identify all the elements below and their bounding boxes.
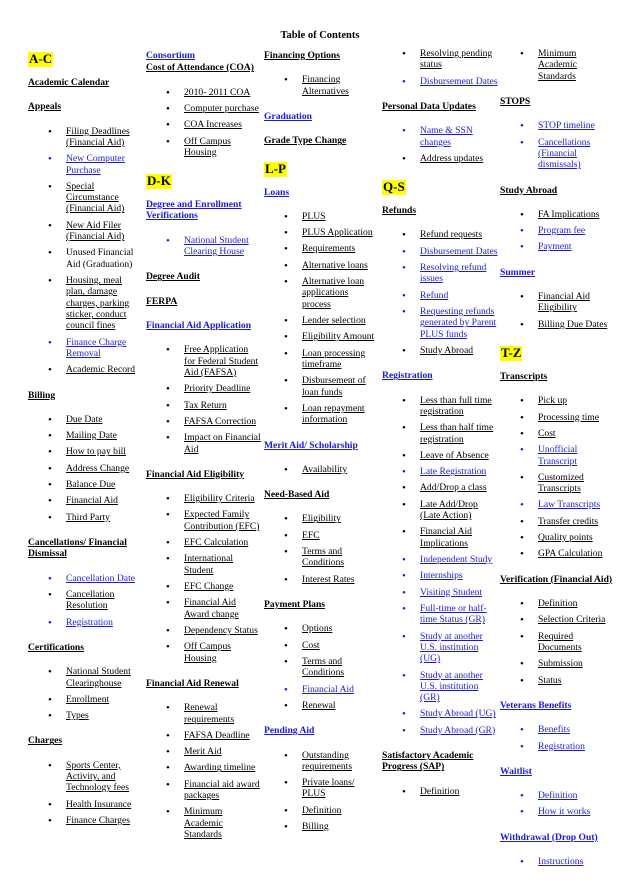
list-item-academic-record: • Academic Record (28, 364, 140, 375)
list-item-resolving-pending-status: • Resolving pending status (382, 48, 498, 71)
topic-list (28, 126, 140, 376)
list-item-balance-due: • Balance Due (28, 479, 140, 490)
topic-heading-financing-options: Financing Options (264, 50, 340, 61)
list-item-internships[interactable]: • Internships (382, 570, 498, 581)
topic-list (500, 790, 615, 818)
list-item-enrollment: • Enrollment (28, 694, 140, 705)
topic-heading-grade-type-change: Grade Type Change (264, 135, 347, 147)
topic-heading-cancellations-financial-dismissal: Cancellations/ Financial Dismissal (28, 537, 127, 560)
list-item-third-party: • Third Party (28, 512, 140, 523)
topic-heading-stops: STOPS (500, 95, 531, 107)
list-item-loan-repayment-information: • Loan repayment information (264, 403, 379, 426)
list-item-definition: • Definition (264, 805, 379, 816)
list-item-financial-aid: • Financial Aid (28, 495, 140, 506)
list-item-awarding-timeline: • Awarding timeline (146, 762, 261, 773)
list-item-financial-aid-award-change: • Financial Aid Award change (146, 597, 261, 620)
list-item-late-registration[interactable]: • Late Registration (382, 466, 498, 477)
list-item-interest-rates: • Interest Rates (264, 574, 379, 585)
topic-heading-veterans-benefits[interactable]: Veterans Benefits (500, 699, 572, 711)
list-item-requesting-refunds-generated-by-parent-plus-funds[interactable]: • Requesting refunds generated by Parent PLUS funds (382, 306, 498, 340)
topic-heading-academic-calendar: Academic Calendar (28, 76, 110, 88)
topic-heading-need-based-aid: Need-Based Aid (264, 489, 330, 501)
list-item-fa-implications: • FA Implications (500, 209, 615, 220)
topic-list (264, 513, 379, 585)
topic-list (146, 344, 261, 455)
topic-list (382, 395, 498, 737)
list-item-new-computer-purchase[interactable]: • New Computer Purchase (28, 153, 140, 176)
list-item-special-circumstance-financial-aid: • Special Circumstance (Financial Aid) (28, 181, 140, 215)
list-item-cancellation-resolution: • Cancellation Resolution (28, 589, 140, 612)
list-item-terms-and-conditions: • Terms and Conditions (264, 656, 379, 679)
list-item-selection-criteria: • Selection Criteria (500, 614, 615, 625)
list-item-eligibility-criteria: • Eligibility Criteria (146, 493, 261, 504)
list-item-pick-up: • Pick up (500, 395, 615, 406)
topic-heading-verification-financial-aid: Verification (Financial Aid) (500, 573, 613, 585)
list-item-processing-time: • Processing time (500, 412, 615, 423)
list-item-registration[interactable]: • Registration (28, 617, 140, 628)
list-item-computer-purchase: • Computer purchase (146, 103, 261, 114)
topic-list (28, 760, 140, 827)
list-item-efc: • EFC (264, 530, 379, 541)
topic-heading-financial-aid-renewal: Financial Aid Renewal (146, 677, 239, 689)
list-item-outstanding-requirements: • Outstanding requirements (264, 750, 379, 773)
topic-heading-withdrawal-drop-out[interactable]: Withdrawal (Drop Out) (500, 831, 598, 843)
list-item-international-student: • International Student (146, 553, 261, 576)
list-item-law-transcripts[interactable]: • Law Transcripts (500, 499, 615, 510)
topic-heading-pending-aid[interactable]: Pending Aid (264, 725, 315, 737)
list-item-national-student-clearinghouse: • National Student Clearinghouse (28, 666, 140, 689)
list-item-how-to-pay-bill: • How to pay bill (28, 446, 140, 457)
list-item-gpa-calculation: • GPA Calculation (500, 548, 615, 559)
list-item-disbursement-dates[interactable]: • Disbursement Dates (382, 76, 498, 87)
topic-heading-appeals: Appeals (28, 101, 62, 113)
list-item-types: • Types (28, 710, 140, 721)
list-item-financial-aid-eligibility: • Financial Aid Eligibility (500, 291, 615, 314)
list-item-definition[interactable]: • Definition (500, 790, 615, 801)
list-item-unofficial-transcript[interactable]: • Unofficial Transcript (500, 444, 615, 467)
list-item-cost: • Cost (264, 640, 379, 651)
list-item-transfer-credits: • Transfer credits (500, 516, 615, 527)
list-item-finance-charges: • Finance Charges (28, 815, 140, 826)
list-item-study-abroad: • Study Abroad (382, 345, 498, 356)
topic-list (500, 856, 615, 867)
topic-heading-satisfactory-academic-progress-sap: Satisfactory Academic Progress (SAP) (382, 750, 474, 773)
list-item-stop-timeline[interactable]: • STOP timeline (500, 120, 615, 131)
topic-heading-study-abroad: Study Abroad (500, 184, 558, 196)
list-item-add-drop-a-class: • Add/Drop a class (382, 482, 498, 493)
topic-heading-transcripts: Transcripts (500, 370, 548, 382)
topic-list (28, 666, 140, 721)
list-item-financial-aid-award-packages: • Financial aid award packages (146, 779, 261, 802)
list-item-off-campus-housing: • Off Campus Housing (146, 641, 261, 664)
list-item-terms-and-conditions: • Terms and Conditions (264, 546, 379, 569)
topic-list (264, 750, 379, 833)
list-item-requirements: • Requirements (264, 243, 379, 254)
list-item-instructions[interactable]: • Instructions (500, 856, 615, 867)
list-item-eligibility: • Eligibility (264, 513, 379, 524)
list-item-dependency-status: • Dependency Status (146, 625, 261, 636)
topic-list (146, 702, 261, 840)
toc-column-2 (146, 50, 261, 854)
list-item-study-at-another-u-s-institution-ug[interactable]: • Study at another U.S. institution (UG) (382, 631, 498, 665)
list-item-fafsa-deadline: • FAFSA Deadline (146, 730, 261, 741)
toc-column-3 (264, 50, 379, 846)
topic-list (500, 48, 615, 82)
list-item-disbursement-of-loan-funds: • Disbursement of loan funds (264, 375, 379, 398)
list-item-unused-financial-aid-graduation: • Unused Financial Aid (Graduation) (28, 247, 140, 270)
list-item-private-loans-plus: • Private loans/ PLUS (264, 777, 379, 800)
list-item-efc-change: • EFC Change (146, 581, 261, 592)
toc-column-4 (382, 48, 498, 811)
topic-list (264, 74, 379, 97)
list-item-minimum-academic-standards: • Minimum Academic Standards (500, 48, 615, 82)
list-item-registration[interactable]: • Registration (500, 741, 615, 752)
list-item-2010-2011-coa: • 2010- 2011 COA (146, 87, 261, 98)
toc-column-5 (500, 48, 615, 881)
topic-heading-certifications: Certifications (28, 641, 84, 653)
topic-list (500, 120, 615, 170)
toc-column-1 (28, 50, 140, 840)
list-item-full-time-or-half-time-status-gr[interactable]: • Full-time or half-time Status (GR) (382, 603, 498, 626)
list-item-customized-transcripts: • Customized Transcripts (500, 472, 615, 495)
topic-heading-loans[interactable]: Loans (264, 186, 290, 198)
list-item-address-change: • Address Change (28, 463, 140, 474)
topic-list (264, 623, 379, 711)
list-item-off-campus-housing: • Off Campus Housing (146, 136, 261, 159)
list-item-study-abroad-ug[interactable]: • Study Abroad (UG) (382, 708, 498, 719)
section-letter-l-p: L-P (265, 160, 286, 176)
topic-list (382, 229, 498, 356)
list-item-mailing-date: • Mailing Date (28, 430, 140, 441)
list-item-new-aid-filer-financial-aid: • New Aid Filer (Financial Aid) (28, 220, 140, 243)
list-item-health-insurance: • Health Insurance (28, 799, 140, 810)
list-item-quality-points: • Quality points (500, 532, 615, 543)
list-item-due-date: • Due Date (28, 414, 140, 425)
list-item-fafsa-correction: • FAFSA Correction (146, 416, 261, 427)
list-item-refund-requests: • Refund requests (382, 229, 498, 240)
list-item-visiting-student[interactable]: • Visiting Student (382, 587, 498, 598)
list-item-sports-center-activity-and-technology-fees: • Sports Center, Activity, and Technology fees (28, 760, 140, 794)
list-item-alternative-loan-applications-process: • Alternative loan applications process (264, 276, 379, 310)
topic-list (382, 125, 498, 164)
list-item-refund[interactable]: • Refund (382, 290, 498, 301)
page-title: Table of Contents (280, 30, 360, 41)
list-item-coa-increases: • COA Increases (146, 119, 261, 130)
list-item-billing: • Billing (264, 821, 379, 832)
topic-heading-waitlist[interactable]: Waitlist (500, 765, 532, 777)
list-item-billing-due-dates: • Billing Due Dates (500, 319, 615, 330)
topic-list (264, 464, 379, 475)
topic-heading-registration[interactable]: Registration (382, 370, 433, 382)
topic-heading-graduation[interactable]: Graduation (264, 110, 312, 122)
topic-heading-cost-of-attendance-coa: Cost of Attendance (COA) (146, 62, 254, 74)
topic-list (28, 414, 140, 523)
topic-heading-financial-aid-application[interactable]: Financial Aid Application (146, 320, 252, 331)
list-item-cancellation-date[interactable]: • Cancellation Date (28, 573, 140, 584)
list-item-minimum-academic-standards: • Minimum Academic Standards (146, 806, 261, 840)
list-item-national-student-clearing-house[interactable]: • National Student Clearing House (146, 235, 261, 258)
topic-list (500, 209, 615, 253)
topic-list (500, 724, 615, 752)
topic-list (500, 598, 615, 686)
section-letter-t-z: T-Z (501, 345, 522, 360)
list-item-required-documents: • Required Documents (500, 631, 615, 654)
list-item-less-than-half-time-registration: • Less than half time registration (382, 422, 498, 445)
list-item-program-fee[interactable]: • Program fee (500, 225, 615, 236)
list-item-filing-deadlines-financial-aid: • Filing Deadlines (Financial Aid) (28, 126, 140, 149)
topic-list (146, 87, 261, 159)
topic-heading-degree-and-enrollment-verifications[interactable]: Degree and Enrollment Verifications (146, 199, 242, 222)
list-item-independent-study[interactable]: • Independent Study (382, 554, 498, 565)
list-item-financial-aid[interactable]: • Financial Aid (264, 684, 379, 695)
topic-list (28, 573, 140, 628)
list-item-leave-of-absence: • Leave of Absence (382, 450, 498, 461)
list-item-eligibility-amount: • Eligibility Amount (264, 331, 379, 342)
list-item-status: • Status (500, 675, 615, 686)
list-item-impact-on-financial-aid: • Impact on Financial Aid (146, 432, 261, 455)
list-item-study-at-another-u-s-institution-gr[interactable]: • Study at another U.S. institution (GR) (382, 670, 498, 704)
list-item-how-it-works[interactable]: • How it works (500, 806, 615, 817)
list-item-availability: • Availability (264, 464, 379, 475)
section-letter-q-s: Q-S (383, 179, 405, 195)
section-letter-a-c: A-C (29, 51, 53, 66)
topic-list (146, 235, 261, 258)
list-item-renewal-requirements: • Renewal requirements (146, 702, 261, 725)
topic-list (264, 211, 379, 426)
list-item-study-abroad-gr[interactable]: • Study Abroad (GR) (382, 725, 498, 736)
list-item-housing-meal-plan-damage-charges-parking-sticker-conduct-council-fines: • Housing, meal plan, damage charges, parking sticker, conduct council fines (28, 275, 140, 332)
list-item-merit-aid: • Merit Aid (146, 746, 261, 757)
topic-list (500, 291, 615, 330)
list-item-loan-processing-timeframe: • Loan processing timeframe (264, 348, 379, 371)
list-item-expected-family-contribution-efc: • Expected Family Contribution (EFC) (146, 509, 261, 532)
list-item-tax-return: • Tax Return (146, 400, 261, 411)
list-item-late-add-drop-late-action: • Late Add/Drop (Late Action) (382, 499, 498, 522)
list-item-name-ssn-changes[interactable]: • Name & SSN changes (382, 125, 498, 148)
topic-heading-personal-data-updates: Personal Data Updates (382, 100, 476, 112)
list-item-lender-selection: • Lender selection (264, 315, 379, 326)
list-item-cancellations-financial-dismissals[interactable]: • Cancellations (Financial dismissals) (500, 137, 615, 171)
topic-list (382, 786, 498, 797)
list-item-financing-alternatives: • Financing Alternatives (264, 74, 379, 97)
list-item-submission: • Submission (500, 658, 615, 669)
list-item-resolving-refund-issues[interactable]: • Resolving refund issues (382, 262, 498, 285)
section-letter-d-k: D-K (147, 173, 171, 189)
list-item-definition: • Definition (382, 786, 498, 797)
topic-heading-consortium[interactable]: Consortium (146, 50, 196, 61)
topic-heading-charges: Charges (28, 735, 63, 747)
list-item-financial-aid-implications: • Financial Aid Implications (382, 526, 498, 549)
topic-heading-financial-aid-eligibility: Financial Aid Eligibility (146, 468, 245, 480)
list-item-plus: • PLUS (264, 211, 379, 222)
list-item-renewal: • Renewal (264, 700, 379, 711)
topic-list (146, 493, 261, 664)
list-item-less-than-full-time-registration: • Less than full time registration (382, 395, 498, 418)
topic-heading-billing: Billing (28, 389, 56, 401)
list-item-benefits[interactable]: • Benefits (500, 724, 615, 735)
list-item-payment[interactable]: • Payment (500, 241, 615, 252)
list-item-cost: • Cost (500, 428, 615, 439)
topic-heading-refunds: Refunds (382, 205, 417, 217)
topic-heading-degree-audit: Degree Audit (146, 271, 200, 283)
list-item-plus-application: • PLUS Application (264, 227, 379, 238)
list-item-options: • Options (264, 623, 379, 634)
list-item-address-updates: • Address updates (382, 153, 498, 164)
topic-heading-summer[interactable]: Summer (500, 266, 536, 278)
topic-heading-merit-aid-scholarship[interactable]: Merit Aid/ Scholarship (264, 439, 358, 451)
list-item-disbursement-dates[interactable]: • Disbursement Dates (382, 246, 498, 257)
list-item-free-application-for-federal-student-aid-fafsa: • Free Application for Federal Student Aid (FAFSA) (146, 344, 261, 378)
list-item-definition: • Definition (500, 598, 615, 609)
topic-list (500, 395, 615, 559)
list-item-priority-deadline: • Priority Deadline (146, 383, 261, 394)
list-item-alternative-loans: • Alternative loans (264, 260, 379, 271)
topic-list (382, 48, 498, 87)
list-item-efc-calculation: • EFC Calculation (146, 537, 261, 548)
topic-heading-ferpa: FERPA (146, 295, 178, 307)
list-item-finance-charge-removal[interactable]: • Finance Charge Removal (28, 337, 140, 360)
topic-heading-payment-plans: Payment Plans (264, 599, 326, 610)
